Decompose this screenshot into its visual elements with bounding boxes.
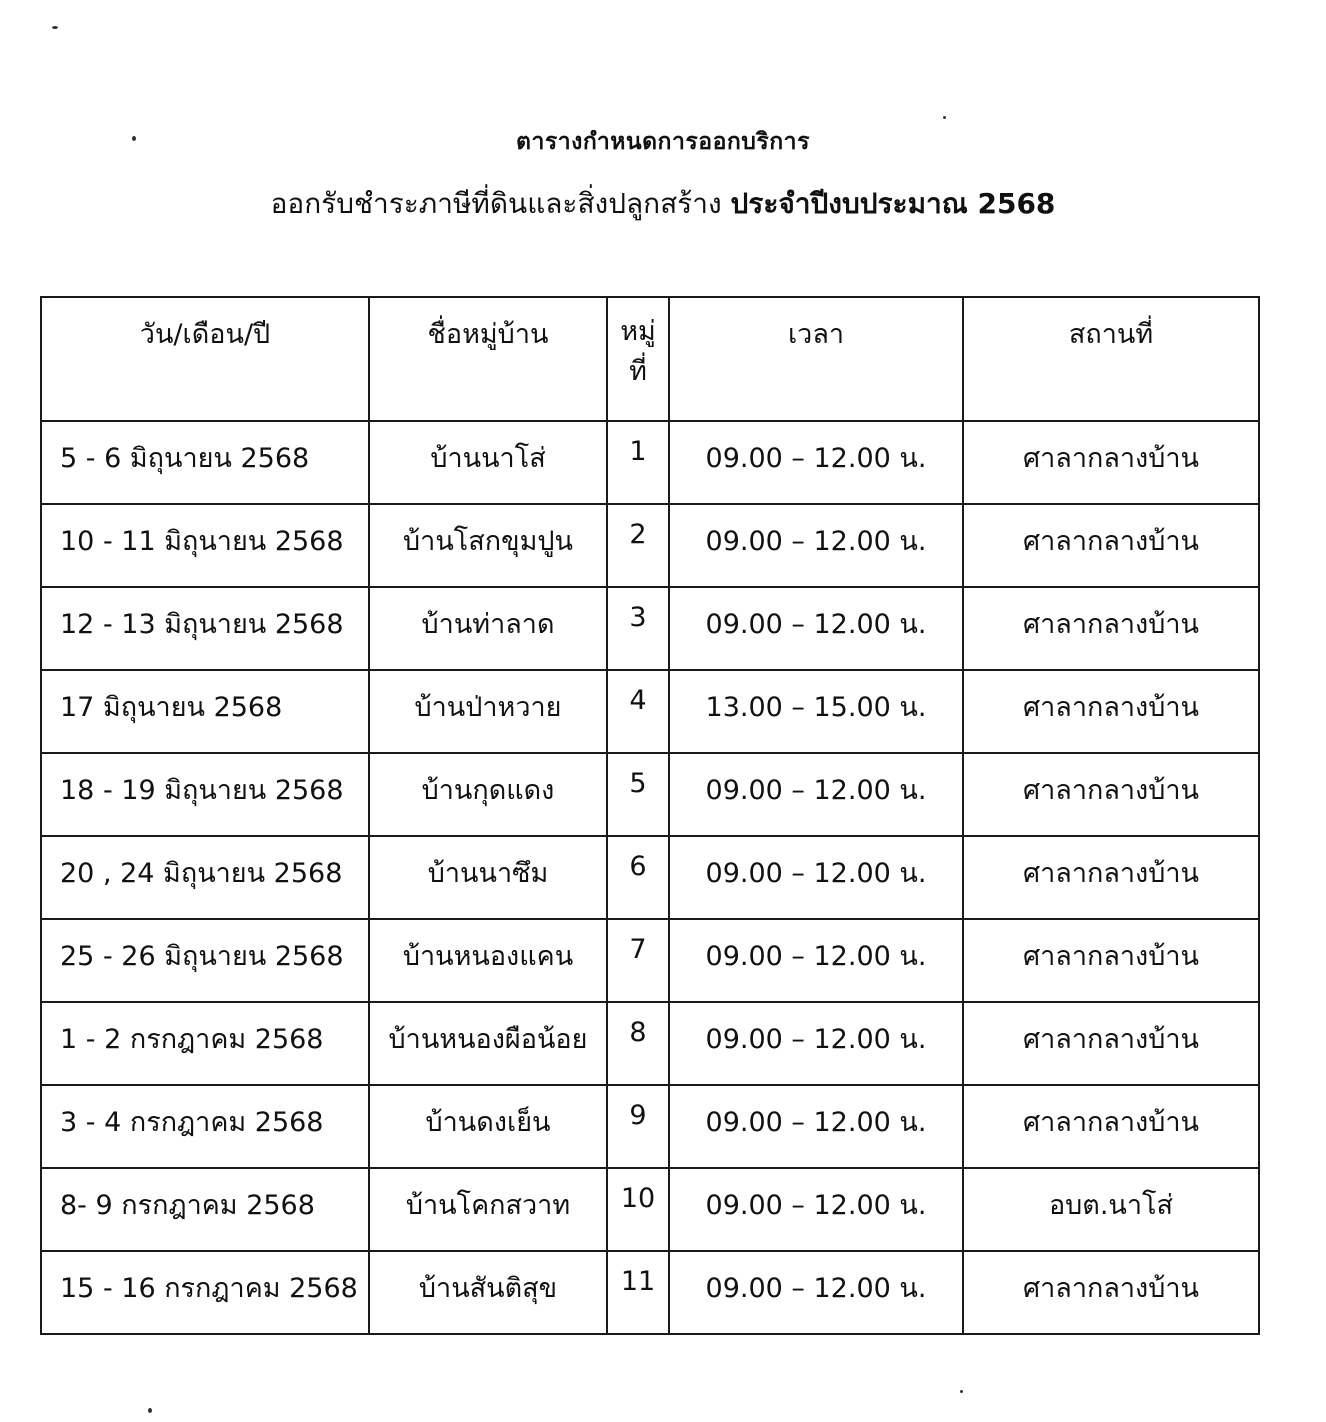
cell-place: ศาลากลางบ้าน [963, 836, 1259, 919]
cell-village: บ้านท่าลาด [369, 587, 607, 670]
cell-time: 09.00 – 12.00 น. [669, 504, 963, 587]
cell-place: ศาลากลางบ้าน [963, 919, 1259, 1002]
cell-date: 12 - 13 มิถุนายน 2568 [41, 587, 369, 670]
header-moo-line1: หมู่ [620, 316, 656, 347]
cell-time: 09.00 – 12.00 น. [669, 1168, 963, 1251]
table-row [41, 504, 1259, 587]
header-moo [607, 297, 669, 421]
header-moo-line2: ที่ [629, 356, 647, 387]
table-row [41, 1168, 1259, 1251]
header-village: ชื่อหมู่บ้าน [369, 297, 607, 421]
cell-village: บ้านหนองผือน้อย [369, 1002, 607, 1085]
cell-place: ศาลากลางบ้าน [963, 1002, 1259, 1085]
cell-place: ศาลากลางบ้าน [963, 670, 1259, 753]
cell-place: ศาลากลางบ้าน [963, 1085, 1259, 1168]
header-date: วัน/เดือน/ปี [41, 297, 369, 421]
table-row [41, 587, 1259, 670]
cell-moo: 11 [607, 1251, 669, 1334]
table-row [41, 421, 1259, 504]
cell-place: ศาลากลางบ้าน [963, 1251, 1259, 1334]
scan-speck [960, 1390, 963, 1393]
cell-date: 20 , 24 มิถุนายน 2568 [41, 836, 369, 919]
cell-moo: 2 [607, 504, 669, 587]
schedule-table [40, 296, 1260, 1335]
cell-place: ศาลากลางบ้าน [963, 504, 1259, 587]
cell-place: ศาลากลางบ้าน [963, 753, 1259, 836]
cell-village: บ้านสันติสุข [369, 1251, 607, 1334]
header-time: เวลา [669, 297, 963, 421]
header-place: สถานที่ [963, 297, 1259, 421]
scan-speck [148, 1408, 152, 1413]
table-row [41, 1251, 1259, 1334]
subtitle-main: ออกรับชำระภาษีที่ดินและสิ่งปลูกสร้าง [270, 187, 722, 220]
cell-date: 15 - 16 กรกฎาคม 2568 [41, 1251, 369, 1334]
cell-time: 09.00 – 12.00 น. [669, 421, 963, 504]
cell-moo: 3 [607, 587, 669, 670]
table-row [41, 836, 1259, 919]
cell-village: บ้านนาซึม [369, 836, 607, 919]
cell-date: 3 - 4 กรกฎาคม 2568 [41, 1085, 369, 1168]
cell-date: 18 - 19 มิถุนายน 2568 [41, 753, 369, 836]
cell-place: ศาลากลางบ้าน [963, 421, 1259, 504]
table-row [41, 670, 1259, 753]
cell-village: บ้านนาโส่ [369, 421, 607, 504]
cell-village: บ้านหนองแคน [369, 919, 607, 1002]
cell-moo: 7 [607, 919, 669, 1002]
cell-time: 09.00 – 12.00 น. [669, 1002, 963, 1085]
cell-place: อบต.นาโส่ [963, 1168, 1259, 1251]
table-row [41, 753, 1259, 836]
cell-time: 13.00 – 15.00 น. [669, 670, 963, 753]
cell-village: บ้านโคกสวาท [369, 1168, 607, 1251]
cell-village: บ้านดงเย็น [369, 1085, 607, 1168]
table-header-row [41, 297, 1259, 421]
cell-village: บ้านป่าหวาย [369, 670, 607, 753]
cell-time: 09.00 – 12.00 น. [669, 1085, 963, 1168]
subtitle-fiscal-year: ประจำปีงบประมาณ 2568 [730, 187, 1056, 220]
cell-time: 09.00 – 12.00 น. [669, 836, 963, 919]
table-row [41, 1085, 1259, 1168]
cell-moo: 8 [607, 1002, 669, 1085]
cell-date: 5 - 6 มิถุนายน 2568 [41, 421, 369, 504]
cell-place: ศาลากลางบ้าน [963, 587, 1259, 670]
cell-date: 25 - 26 มิถุนายน 2568 [41, 919, 369, 1002]
scan-speck [52, 26, 58, 29]
table-row [41, 1002, 1259, 1085]
cell-time: 09.00 – 12.00 น. [669, 919, 963, 1002]
cell-moo: 1 [607, 421, 669, 504]
cell-date: 1 - 2 กรกฎาคม 2568 [41, 1002, 369, 1085]
cell-date: 17 มิถุนายน 2568 [41, 670, 369, 753]
document-title: ตารางกำหนดการออกบริการ [516, 129, 810, 155]
table-row [41, 919, 1259, 1002]
cell-moo: 9 [607, 1085, 669, 1168]
cell-time: 09.00 – 12.00 น. [669, 587, 963, 670]
cell-date: 10 - 11 มิถุนายน 2568 [41, 504, 369, 587]
cell-moo: 10 [607, 1168, 669, 1251]
cell-moo: 6 [607, 836, 669, 919]
cell-date: 8- 9 กรกฎาคม 2568 [41, 1168, 369, 1251]
scan-speck [943, 116, 946, 119]
cell-time: 09.00 – 12.00 น. [669, 753, 963, 836]
cell-time: 09.00 – 12.00 น. [669, 1251, 963, 1334]
cell-village: บ้านกุดแดง [369, 753, 607, 836]
cell-village: บ้านโสกขุมปูน [369, 504, 607, 587]
cell-moo: 5 [607, 753, 669, 836]
cell-moo: 4 [607, 670, 669, 753]
document-subtitle [0, 182, 1326, 226]
